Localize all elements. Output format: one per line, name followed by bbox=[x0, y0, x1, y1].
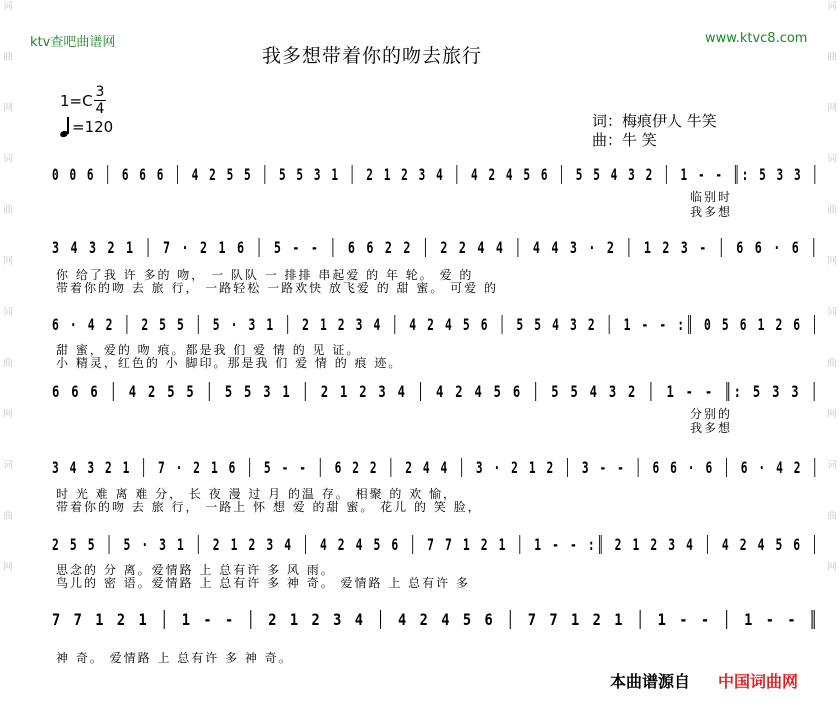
notation-row-4: 6 6 6 │ 4 2 5 5 │ 5 5 3 1 │ 2 1 2 3 4 │ 4 2 4 5 6 │ 5 5 4 3 2 │ 1 - - ║: 5 3 3 │ bbox=[52, 382, 821, 401]
edge-char: 曲 bbox=[3, 358, 13, 369]
lyric-row-7-line-1: 神 奇。 爱情路 上 总有许 多 神 奇。 bbox=[56, 651, 293, 665]
edge-char: 曲 bbox=[827, 511, 837, 522]
edge-char: 网 bbox=[827, 256, 837, 267]
lyric-row-5-line-1: 时 光 难 离 难 分， 长 夜 漫 过 月 的温 存。 相聚 的 欢 愉， bbox=[56, 487, 458, 501]
watermark-left: ktv查吧曲谱网 bbox=[30, 35, 116, 50]
notation-row-2: 3 4 3 2 1 │ 7 · 2 1 6 │ 5 - - │ 6 6 2 2 │ 2 2 4 4 │ 4 4 3 · 2 │ 1 2 3 - │ 6 6 · 6 │ bbox=[52, 238, 820, 257]
tempo-marking bbox=[60, 117, 113, 137]
watermark-right: www.ktvc8.com bbox=[705, 31, 808, 46]
lyric-row-6-line-2: 鸟儿的 密 语。爱情路 上 总有许 多 神 奇。 爱情路 上 总有许 多 bbox=[56, 576, 470, 590]
lyric-row-1-line-2: 我多想 bbox=[690, 205, 733, 219]
edge-char: 网 bbox=[827, 562, 837, 573]
edge-char: 曲 bbox=[827, 358, 837, 369]
key-signature: 1=C bbox=[60, 92, 93, 110]
edge-char: 网 bbox=[827, 103, 837, 114]
lyric-row-2-line-2: 带着你的吻 去 旅 行， 一路轻松 一路欢快 放飞爱 的 甜 蜜。 可爱 的 bbox=[56, 281, 498, 295]
lyric-row-6-line-1: 思念的 分 离。爱情路 上 总有许 多 风 雨。 bbox=[56, 563, 335, 577]
notation-row-3: 6 · 4 2 │ 2 5 5 │ 5 · 3 1 │ 2 1 2 3 4 │ 4 2 4 5 6 │ 5 5 4 3 2 │ 1 - - :║ 0 5 6 1 2 6 │ bbox=[52, 315, 821, 334]
edge-char: 词 bbox=[3, 1, 13, 12]
edge-char: 网 bbox=[3, 562, 13, 573]
footer-source: 本曲谱源自 bbox=[610, 672, 691, 691]
tempo-value: =120 bbox=[72, 118, 114, 136]
edge-char: 词 bbox=[827, 307, 837, 318]
lyric-row-4-line-1: 分别的 bbox=[690, 407, 733, 421]
notation-row-1: 0 0 6 │ 6 6 6 │ 4 2 5 5 │ 5 5 3 1 │ 2 1 2 3 4 │ 4 2 4 5 6 │ 5 5 4 3 2 │ 1 - - ║: 5 3 3 │ bbox=[52, 165, 821, 184]
song-title: 我多想带着你的吻去旅行 bbox=[262, 45, 483, 67]
edge-char: 词 bbox=[3, 154, 13, 165]
time-signature bbox=[94, 84, 106, 117]
meter-top: 3 bbox=[95, 84, 105, 100]
edge-char: 词 bbox=[827, 460, 837, 471]
edge-char: 词 bbox=[827, 1, 837, 12]
left-edge-watermark bbox=[0, 0, 16, 718]
lyric-row-2-line-1: 你 给了我 许 多的 吻， 一 队队 一 排排 串起爱 的 年 轮。 爱 的 bbox=[56, 268, 474, 282]
edge-char: 词 bbox=[3, 307, 13, 318]
quarter-note-icon bbox=[60, 117, 70, 137]
notation-row-7: 7 7 1 2 1 │ 1 - - │ 2 1 2 3 4 │ 4 2 4 5 6 │ 7 7 1 2 1 │ 1 - - │ 1 - - ║ bbox=[52, 610, 820, 629]
edge-char: 词 bbox=[827, 154, 837, 165]
footer-brand: 中国词曲网 bbox=[718, 672, 799, 691]
notation-row-6: 2 5 5 │ 5 · 3 1 │ 2 1 2 3 4 │ 4 2 4 5 6 │ 7 7 1 2 1 │ 1 - - :║ 2 1 2 3 4 │ 4 2 4 5 6 │ bbox=[52, 535, 821, 554]
lyric-row-3-line-2: 小 精灵，红色的 小 脚印。那是我 们 爱 情 的 痕 迹。 bbox=[56, 356, 403, 370]
lyricist: 词：梅痕伊人 牛笑 bbox=[592, 112, 717, 130]
lyric-row-3-line-1: 甜 蜜，爱的 吻 痕。都是我 们 爱 情 的 见 证。 bbox=[56, 343, 361, 357]
composer: 曲：牛 笑 bbox=[592, 131, 657, 149]
right-edge-watermark bbox=[824, 0, 840, 718]
edge-char: 网 bbox=[827, 409, 837, 420]
credits bbox=[592, 112, 717, 150]
edge-char: 网 bbox=[3, 409, 13, 420]
meter-bottom: 4 bbox=[95, 101, 105, 117]
lyric-row-5-line-2: 带着你的吻 去 旅 行， 一路上 怀 想 爱 的甜 蜜。 花儿 的 笑 脸， bbox=[56, 500, 482, 514]
edge-char: 曲 bbox=[3, 205, 13, 216]
edge-char: 曲 bbox=[827, 52, 837, 63]
lyric-row-1-line-1: 临别时 bbox=[690, 190, 733, 204]
edge-char: 网 bbox=[3, 256, 13, 267]
edge-char: 网 bbox=[3, 103, 13, 114]
edge-char: 曲 bbox=[827, 205, 837, 216]
edge-char: 曲 bbox=[3, 52, 13, 63]
notation-row-5: 3 4 3 2 1 │ 7 · 2 1 6 │ 5 - - │ 6 2 2 │ 2 4 4 │ 3 · 2 1 2 │ 3 - - │ 6 6 · 6 │ 6 · 4 2 │ bbox=[52, 458, 821, 477]
edge-char: 词 bbox=[3, 460, 13, 471]
lyric-row-4-line-2: 我多想 bbox=[690, 421, 733, 435]
edge-char: 曲 bbox=[3, 511, 13, 522]
